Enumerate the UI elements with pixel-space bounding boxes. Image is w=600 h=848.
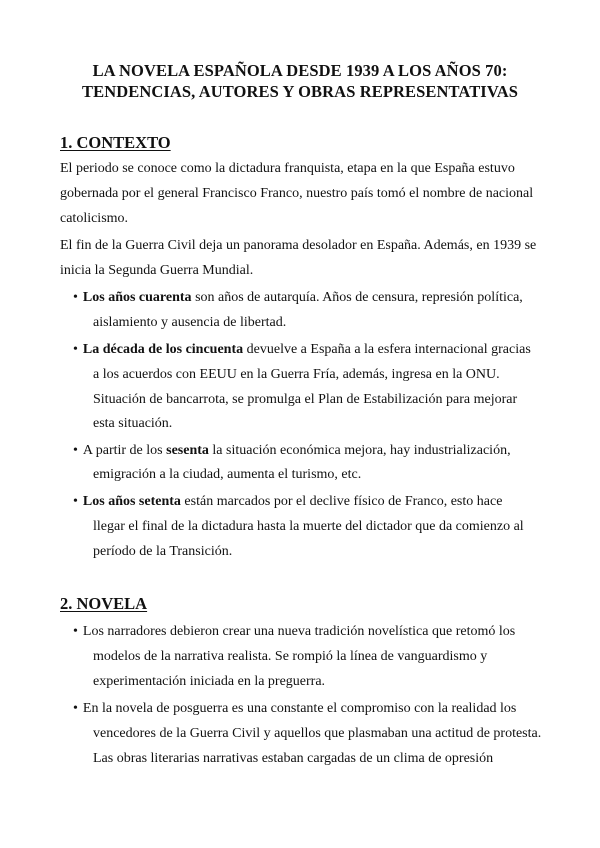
- bullet-icon: •: [73, 494, 78, 509]
- list-item-text: devuelve a España a la esfera internacional gracias: [243, 342, 531, 357]
- list-item-text: están marcados por el declive físico de Franco, esto hace: [180, 494, 503, 509]
- list-item-continuation: llegar el final de la dictadura hasta la muerte del dictador que da comienzo al: [93, 519, 524, 534]
- document-title-line-2: TENDENCIAS, AUTORES Y OBRAS REPRESENTATIVAS: [81, 82, 518, 101]
- list-item-bold: Los años cuarenta: [82, 290, 192, 305]
- list-item-continuation: período de la Transición.: [93, 544, 233, 559]
- list-item-continuation: vencedores de la Guerra Civil y aquellos que plasmaban una actitud de protesta.: [93, 726, 542, 741]
- bullet-icon: •: [73, 290, 78, 305]
- list-item-bold: Los años setenta: [82, 494, 181, 509]
- paragraph-line: El periodo se conoce como la dictadura franquista, etapa en la que España estuvo: [60, 161, 515, 176]
- list-item-text: En la novela de posguerra es una constante el compromiso con la realidad los: [82, 701, 517, 716]
- list-item-bold: La década de los cincuenta: [82, 342, 244, 357]
- list-item-text: la situación económica mejora, hay industrialización,: [208, 443, 511, 458]
- bullet-icon: •: [73, 443, 78, 458]
- list-item-continuation: esta situación.: [93, 416, 173, 431]
- list-item: [73, 290, 523, 306]
- list-item-continuation: aislamiento y ausencia de libertad.: [93, 315, 287, 330]
- list-item-bold: sesenta: [166, 443, 209, 458]
- document-title-line-1: LA NOVELA ESPAÑOLA DESDE 1939 A LOS AÑOS 70:: [92, 61, 508, 80]
- list-item-text: son años de autarquía. Años de censura, represión política,: [191, 290, 523, 305]
- paragraph-line: gobernada por el general Francisco Franco, nuestro país tomó el nombre de nacional: [60, 186, 534, 201]
- list-item-continuation: Situación de bancarrota, se promulga el Plan de Estabilización para mejorar: [93, 392, 518, 407]
- bullet-icon: •: [73, 701, 78, 716]
- section-heading-contexto: 1. CONTEXTO: [60, 133, 171, 152]
- list-item-continuation: a los acuerdos con EEUU en la Guerra Fría, además, ingresa en la ONU.: [93, 367, 500, 382]
- list-item-continuation: emigración a la ciudad, aumenta el turismo, etc.: [93, 467, 362, 482]
- bullet-icon: •: [73, 342, 78, 357]
- list-item: [73, 624, 515, 640]
- list-item: [73, 494, 502, 510]
- paragraph-line: El fin de la Guerra Civil deja un panorama desolador en España. Además, en 1939 se: [60, 238, 537, 253]
- bullet-icon: •: [73, 624, 78, 639]
- list-item-continuation: experimentación iniciada en la preguerra.: [93, 674, 326, 689]
- section-heading-novela: 2. NOVELA: [60, 594, 148, 613]
- list-item: [73, 443, 511, 459]
- paragraph-line: inicia la Segunda Guerra Mundial.: [60, 263, 254, 278]
- list-item: [73, 701, 516, 717]
- list-item-continuation: Las obras literarias narrativas estaban cargadas de un clima de opresión: [93, 751, 494, 766]
- paragraph-line: catolicismo.: [60, 211, 129, 226]
- list-item-text: Los narradores debieron crear una nueva tradición novelística que retomó los: [82, 624, 516, 639]
- list-item-continuation: modelos de la narrativa realista. Se rompió la línea de vanguardismo y: [93, 649, 488, 664]
- list-item-text-pre: A partir de los: [82, 443, 167, 458]
- list-item: [73, 342, 531, 358]
